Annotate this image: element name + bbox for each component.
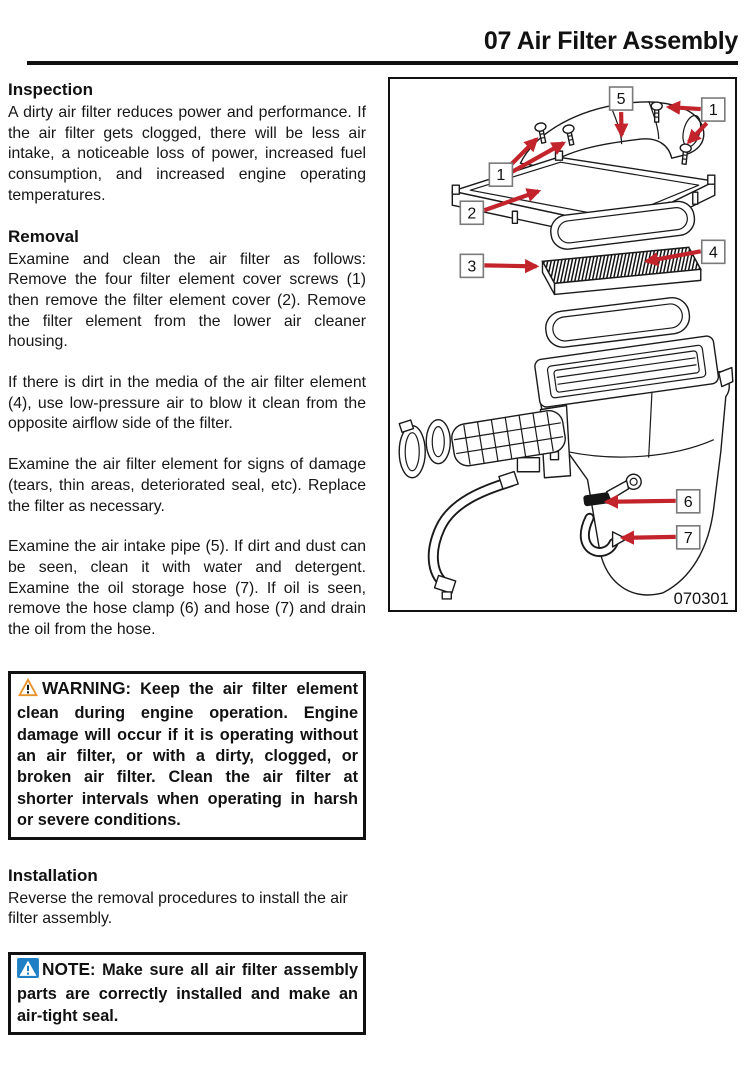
section-removal (8, 227, 366, 641)
cover-tab-4 (512, 211, 517, 223)
cover-corner-post-2 (555, 151, 562, 160)
hose-end-clamp-bolt (442, 592, 451, 599)
arrow-to-screw-top (669, 107, 701, 109)
note-label: NOTE (42, 959, 91, 980)
title-rule (27, 61, 738, 65)
housing-foot (517, 458, 539, 472)
cover-corner-post-1 (452, 185, 459, 194)
intake-pipe-shape (520, 102, 703, 167)
cover-tab-3 (693, 192, 698, 204)
removal-paragraph-4: Examine the air intake pipe (5). If dirt and dust can be seen, clean it with water and detergent. Examine the oil storage hose (7). If oil is seen, remove the hose clamp (6) and hose (7) and drain the oil from the hose. (8, 538, 366, 639)
page-title: 07 Air Filter Assembly (483, 27, 738, 55)
section-inspection (8, 80, 366, 207)
warning-triangle-icon (17, 677, 39, 703)
svg-text:4: 4 (708, 243, 718, 262)
inspection-paragraph: A dirty air filter reduces power and performance. If the air filter gets clogged, there will be less air intake, a noticeable loss of power, increased fuel consumption, and increased engine operating temperatures. (8, 104, 366, 204)
arrow-to-intake-pipe (621, 112, 622, 135)
arrow-to-elbow (623, 537, 676, 538)
cover-corner-post-3 (708, 175, 715, 184)
callout-box-5 (610, 87, 633, 110)
callout-box-4 (702, 240, 725, 263)
callout-box-1-right (702, 98, 725, 121)
exploded-diagram (390, 79, 735, 610)
warning-text: : Keep the air filter element clean during engine operation. Engine damage will occur if it is operating without an air filter, or with a dirty, clogged, or broken air filter. Clean the air filter at shorter intervals when operating in harsh or severe conditions. (17, 679, 358, 830)
svg-text:1: 1 (708, 101, 718, 120)
note-info-icon (17, 958, 39, 984)
intake-tube-group (399, 409, 567, 478)
note-text: : Make sure all air filter assembly parts are correctly installed and make an air-tight seal. (17, 961, 358, 1025)
callout-box-1-left (489, 163, 512, 186)
note-box (8, 952, 366, 1035)
lower-housing-group (517, 335, 732, 595)
installation-heading: Installation (8, 865, 98, 885)
arrow-to-clamp (607, 501, 676, 502)
figure-frame (388, 77, 737, 612)
housing-right-bracket (719, 368, 733, 387)
callout-box-6 (677, 490, 700, 513)
inspection-heading: Inspection (8, 80, 94, 99)
arrow-to-filter-left (484, 265, 536, 266)
hose-end-clamp (435, 575, 456, 593)
svg-text:2: 2 (467, 204, 477, 223)
removal-paragraph-2: If there is dirt in the media of the air filter element (4), use low-pressure air to blow it clean from the opposite airflow side of the filter. (8, 374, 366, 433)
callout-box-7 (677, 526, 700, 549)
callout-box-3 (460, 254, 483, 277)
hose-top-fitting (499, 472, 518, 489)
drain-hose-group (433, 472, 518, 599)
text-column (8, 80, 366, 1035)
svg-text:5: 5 (616, 90, 626, 109)
hose-clamp-ring (399, 426, 425, 478)
warning-box (8, 671, 366, 840)
warning-label: WARNING (42, 677, 126, 698)
svg-text:3: 3 (467, 257, 477, 276)
callout-box-2 (460, 201, 483, 224)
svg-text:7: 7 (683, 528, 693, 547)
removal-paragraph-3: Examine the air filter element for signs of damage (tears, thin areas, deteriorated seal, etc). Replace the filter as necessary. (8, 456, 366, 515)
figure-code: 070301 (673, 588, 729, 608)
svg-text:1: 1 (496, 166, 506, 185)
section-installation (8, 866, 366, 930)
installation-paragraph: Reverse the removal procedures to install the air filter assembly. (8, 889, 348, 928)
svg-text:6: 6 (683, 492, 693, 511)
removal-paragraph-1: Examine and clean the air filter as follows: Remove the four filter element cover screws (1) then remove the filter element cover (2). Remove the filter element from the lower air cleaner housing. (8, 250, 366, 351)
removal-heading: Removal (8, 226, 79, 246)
